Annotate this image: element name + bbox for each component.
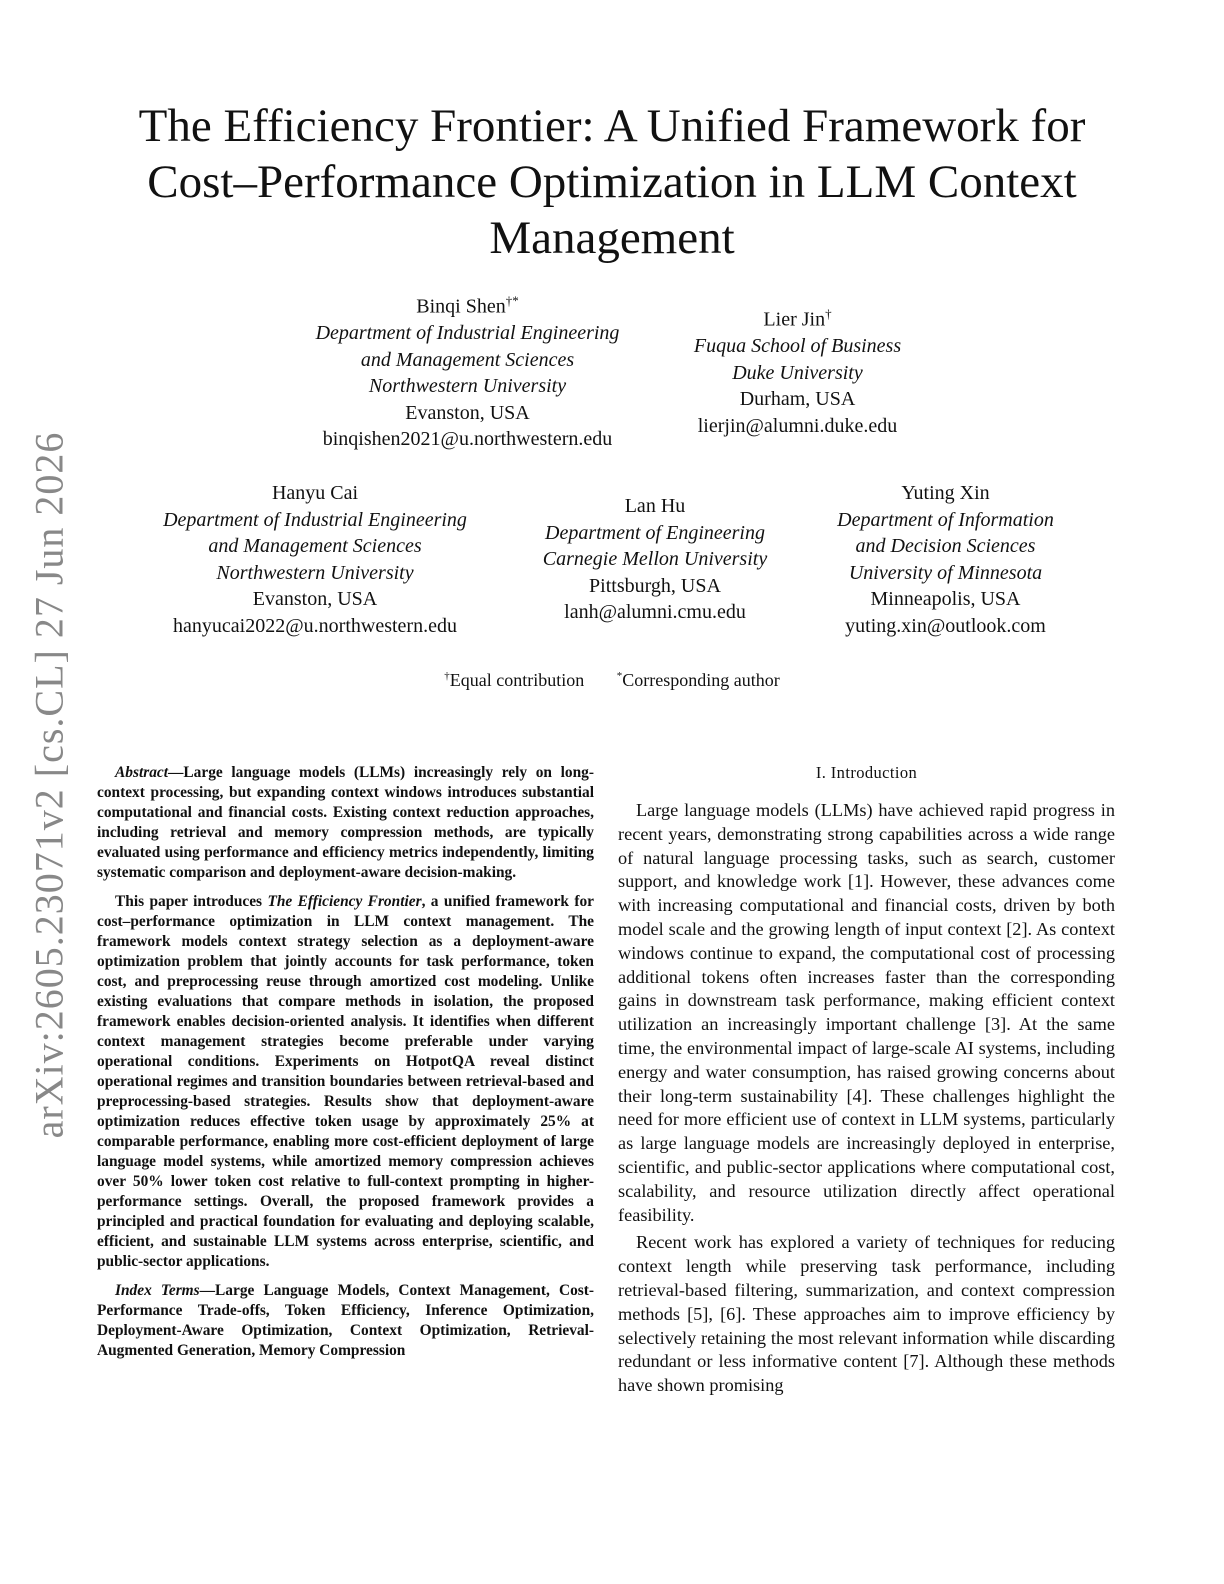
author-block-3 (130, 480, 500, 639)
left-column (97, 763, 594, 1370)
index-terms-text: —Large Language Models, Context Management, Cost-Performance Trade-offs, Token Efficiency, Inference Optimization, Deployment-Aware Optimization, Context Optimization, Retrieval-Augmented Generation, Memory Compression (97, 1282, 594, 1359)
author-affiliation-line: University of Minnesota (848, 561, 1043, 584)
author-affiliation-line: and Management Sciences (360, 348, 575, 371)
author-location: Minneapolis, USA (870, 588, 1021, 610)
author-marks: †* (505, 293, 519, 308)
author-block-1 (270, 288, 665, 453)
dagger-mark: † (444, 670, 450, 682)
author-email: binqishen2021@u.northwestern.edu (322, 428, 613, 451)
author-location: Evanston, USA (252, 588, 378, 610)
section-heading: I. Introduction (815, 763, 918, 782)
author-name: Lan Hu (624, 495, 686, 517)
author-block-4 (515, 493, 795, 626)
index-terms-label: Index Terms (115, 1282, 200, 1299)
corresponding-author-text: Corresponding author (622, 670, 780, 690)
author-affiliation-line: Department of Engineering (545, 521, 765, 544)
author-affiliation-line: Northwestern University (368, 375, 567, 398)
body-paragraph: Recent work has explored a variety of techniques for reducing context length while preserving task performance, including retrieval-based filtering, summarization, and context compression methods [5], [6]. These approaches aim to improve efficiency by selectively retaining the most relevant information while discarding redundant or less informative content [7]. Although these methods have shown promising (618, 1232, 1115, 1396)
abstract-paragraph-2 (97, 892, 594, 1272)
author-name: Binqi Shen (416, 295, 506, 318)
abstract-text: —Large language models (LLMs) increasingly rely on long-context processing, but expanding context windows introduces substantial computational and financial costs. Existing context reduction approaches, including retrieval and memory compression methods, are typically evaluated using performance and efficiency metrics independently, limiting systematic comparison and deployment-aware decision-making. (97, 764, 594, 881)
author-email: lanh@alumni.cmu.edu (564, 601, 746, 623)
author-location: Pittsburgh, USA (589, 574, 721, 597)
arxiv-side-stamp (22, 431, 76, 1139)
author-email: lierjin@alumni.duke.edu (697, 414, 898, 437)
author-footnotes (0, 670, 1224, 691)
equal-contribution-text: Equal contribution (449, 670, 585, 690)
author-affiliation-line: Department of Industrial Engineering (315, 322, 620, 345)
equal-contribution-note (444, 670, 584, 690)
right-column (618, 763, 1115, 1402)
author-affiliation-line: and Management Sciences (208, 535, 422, 557)
author-affiliation-line: Department of Information (837, 508, 1054, 531)
author-name: Hanyu Cai (271, 482, 359, 504)
author-marks: † (825, 306, 832, 321)
arxiv-identifier: arXiv:2605.23071v2 [cs.CL] 27 Jun 2026 (26, 431, 72, 1139)
author-location: Durham, USA (739, 388, 856, 411)
abstract-text: , a unified framework for cost–performance optimization in LLM context management. The framework models context strategy selection as a deployment-aware optimization problem that jointly accounts for task performance, token cost, and preprocessing reuse through amortized cost modeling. Unlike existing evaluations that compare methods in isolation, the proposed framework enables decision-oriented analysis. It identifies when different context management strategies become preferable under varying operational conditions. Experiments on HotpotQA reveal distinct operational regimes and transition boundaries between retrieval-based and preprocessing-based strategies. Results show that deployment-aware optimization reduces effective token usage by approximately 25% at comparable performance, enabling more cost-efficient deployment of large language model systems, while amortized memory compression achieves over 50% lower token cost relative to full-context prompting in higher-performance settings. Overall, the proposed framework provides a principled and practical foundation for evaluating and deploying scalable, efficient, and sustainable LLM systems across enterprise, scientific, and public-sector applications. (97, 893, 594, 1270)
author-affiliation-line: Carnegie Mellon University (542, 548, 768, 570)
author-name: Yuting Xin (901, 482, 990, 504)
asterisk-mark: * (616, 670, 623, 682)
paper-title: The Efficiency Frontier: A Unified Framework for Cost–Performance Optimization in LLM Context Management (138, 100, 1086, 264)
abstract-label: Abstract (115, 764, 169, 781)
author-block-5 (808, 480, 1083, 639)
author-affiliation-line: Duke University (732, 361, 863, 384)
author-location: Evanston, USA (405, 401, 530, 424)
body-paragraph: Large language models (LLMs) have achieved rapid progress in recent years, demonstrating strong capabilities across a wide range of natural language processing tasks, such as search, customer support, and knowledge work [1]. However, these advances come with increasing computational and financial costs, driven by both model scale and the growing length of input context [2]. As context windows continue to expand, the computational cost of processing additional tokens often increases faster than the corresponding gains in downstream task performance, making efficient context utilization an increasingly important challenge [3]. At the same time, the environmental impact of large-scale AI systems, including energy and water consumption, has raised growing concerns about their long-term sustainability [4]. These challenges highlight the need for more efficient use of context in LLM systems, particularly as large language models are increasingly deployed in enterprise, scientific, and public-sector applications where computational cost, scalability, and resource utilization directly affect operational feasibility. (618, 800, 1115, 1225)
author-affiliation-line: and Decision Sciences (855, 535, 1036, 557)
author-affiliation-line: Northwestern University (216, 561, 414, 584)
author-email: hanyucai2022@u.northwestern.edu (173, 614, 457, 637)
corresponding-author-note (617, 670, 780, 690)
author-name: Lier Jin (763, 308, 826, 331)
index-terms (97, 1281, 594, 1361)
framework-name: The Efficiency Frontier (267, 893, 422, 910)
abstract-text: This paper introduces (115, 893, 268, 910)
abstract-paragraph (97, 763, 594, 883)
author-affiliation-line: Fuqua School of Business (693, 335, 902, 358)
author-affiliation-line: Department of Industrial Engineering (163, 508, 467, 531)
author-email: yuting.xin@outlook.com (845, 614, 1046, 637)
author-block-2 (660, 301, 935, 439)
